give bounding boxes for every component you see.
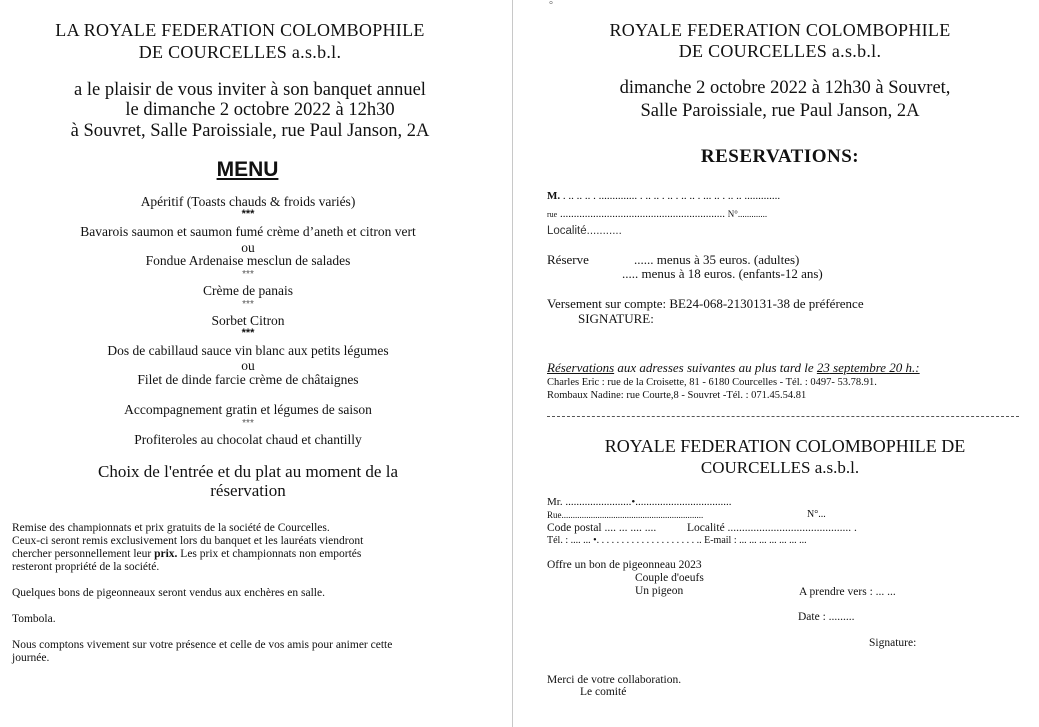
- reservations-note: [547, 360, 920, 376]
- menu-or: ou: [241, 358, 255, 373]
- right-header-line2: DE COURCELLES a.s.b.l.: [678, 41, 882, 61]
- menu-accompagnement: Accompagnement gratin et légumes de saison: [124, 402, 372, 417]
- form2-mr: Mr. ........................•...................................: [547, 496, 732, 508]
- remise-prix: prix.: [154, 548, 178, 560]
- right-lieu: Salle Paroissiale, rue Paul Janson, 2A: [640, 101, 920, 121]
- choix-line1: Choix de l'entrée et du plat au moment de la: [98, 462, 398, 481]
- right-header2-line2: COURCELLES a.s.b.l.: [700, 458, 860, 477]
- menu-separator: ***: [242, 269, 254, 280]
- prendre-vers: A prendre vers : ... ...: [799, 586, 896, 598]
- form2-rue: Rue...............................................................: [547, 510, 704, 520]
- menu-separator: ***: [241, 327, 255, 339]
- contact-charles: Charles Eric : rue de la Croisette, 81 - 6180 Courcelles - Tél. : 0497- 53.78.91.: [547, 377, 877, 388]
- contact-rombaux: Rombaux Nadine: rue Courte,8 - Souvret -Tél. : 071.45.54.81: [547, 390, 807, 401]
- le-comite: Le comité: [580, 686, 627, 698]
- merci: Merci de votre collaboration.: [547, 674, 682, 686]
- invite-line3: à Souvret, Salle Paroissiale, rue Paul Janson, 2A: [70, 121, 430, 141]
- form2-code: Code postal .... ... .... ....: [547, 522, 657, 534]
- left-header-line2: DE COURCELLES a.s.b.l.: [138, 42, 342, 62]
- bons-pigeonneaux: Quelques bons de pigeonneaux seront vendus aux enchères en salle.: [12, 587, 325, 599]
- form-rue: [547, 208, 767, 220]
- cut-line: [547, 416, 1019, 417]
- menu-separator: ***: [242, 299, 254, 310]
- offre-line1: Offre un bon de pigeonneau 2023: [547, 559, 702, 571]
- form2-localite: Localité ........................................... .: [687, 522, 857, 534]
- menu-soupe: Crème de panais: [203, 283, 293, 298]
- menu-plat-2: Filet de dinde farcie crème de châtaignes: [137, 372, 359, 387]
- right-header2-line1: ROYALE FEDERATION COLOMBOPHILE DE: [604, 436, 966, 456]
- menu-entree-2: Fondue Ardenaise mesclun de salades: [145, 253, 351, 268]
- note-day: 23: [816, 360, 830, 375]
- form2-no: N°...: [807, 509, 826, 520]
- menu-dessert: Profiteroles au chocolat chaud et chantilly: [134, 432, 362, 447]
- versement: Versement sur compte: BE24-068-2130131-38 de préférence: [547, 296, 864, 311]
- note-reservations: Réservations: [547, 360, 615, 375]
- menu-aperitif: Apéritif (Toasts chauds & froids variés): [140, 194, 356, 209]
- offre-line3: Un pigeon: [635, 585, 684, 597]
- choix-line2: réservation: [210, 481, 286, 500]
- tombola: Tombola.: [12, 613, 56, 625]
- menu-sorbet: Sorbet Citron: [211, 313, 285, 328]
- reserve-label: Réserve: [547, 252, 589, 267]
- menu-separator: ***: [241, 208, 255, 220]
- reservations-title: RESERVATIONS:: [700, 146, 860, 167]
- right-date: dimanche 2 octobre 2022 à 12h30 à Souvret,: [619, 78, 951, 98]
- remise-line3: [12, 548, 361, 560]
- remise-line4: resteront propriété de la société.: [12, 561, 160, 573]
- form-localite: Localité...........: [547, 225, 622, 237]
- form-m-label: M.: [547, 190, 561, 202]
- signature2-label: Signature:: [869, 637, 917, 649]
- remise-text: Les prix et championnats non emportés: [177, 548, 362, 560]
- form-rue-dots: ............................................................: [557, 208, 728, 220]
- remise-text: chercher personnellement leur: [12, 548, 155, 560]
- page-divider: [512, 0, 513, 727]
- comptons-line2: journée.: [12, 652, 50, 664]
- offre-line2: Couple d'oeufs: [635, 572, 704, 584]
- menu-or: ou: [241, 240, 255, 255]
- form2-tel: Tél. : .... ... •. . . . . . . . . . . . . . . . . . . . .. E-mail : ... ... ... ... ... ... ...: [547, 535, 807, 546]
- menu-title: MENU: [216, 158, 279, 181]
- form-no-label: N°.............: [727, 209, 768, 219]
- remise-line2: Ceux-ci seront remis exclusivement lors du banquet et les lauréats viendront: [12, 535, 364, 547]
- form-m: [547, 190, 780, 202]
- remise-line1: Remise des championnats et prix gratuits de la société de Courcelles.: [12, 522, 330, 534]
- form-rue-label: rue: [547, 210, 558, 219]
- invite-line1: a le plaisir de vous inviter à son banquet annuel: [74, 80, 426, 100]
- reserve-adultes: ...... menus à 35 euros. (adultes): [634, 252, 800, 267]
- note-month: septembre: [829, 360, 887, 375]
- menu-plat-1: Dos de cabillaud sauce vin blanc aux petits légumes: [107, 343, 389, 358]
- invite-line2: le dimanche 2 octobre 2022 à 12h30: [125, 100, 395, 120]
- menu-entree-1: Bavarois saumon et saumon fumé crème d’aneth et citron vert: [80, 224, 416, 239]
- note-hour: 20 h.:: [886, 360, 920, 375]
- form-m-dots: . .. .. .. . .............. . .. .. . .. . .. .. . ... .. . .. .. .............: [560, 190, 781, 202]
- corner-mark: °: [549, 0, 553, 11]
- date-label: Date : .........: [798, 611, 855, 623]
- comptons-line1: Nous comptons vivement sur votre présence et celle de vos amis pour animer cette: [12, 639, 393, 651]
- signature-label: SIGNATURE:: [578, 311, 654, 326]
- left-header-line1: LA ROYALE FEDERATION COLOMBOPHILE: [55, 20, 425, 40]
- right-header-line1: ROYALE FEDERATION COLOMBOPHILE: [609, 20, 951, 40]
- menu-separator: ***: [242, 418, 254, 429]
- note-text: aux adresses suivantes au plus tard le: [614, 360, 817, 375]
- reserve-enfants: ..... menus à 18 euros. (enfants-12 ans): [622, 266, 823, 281]
